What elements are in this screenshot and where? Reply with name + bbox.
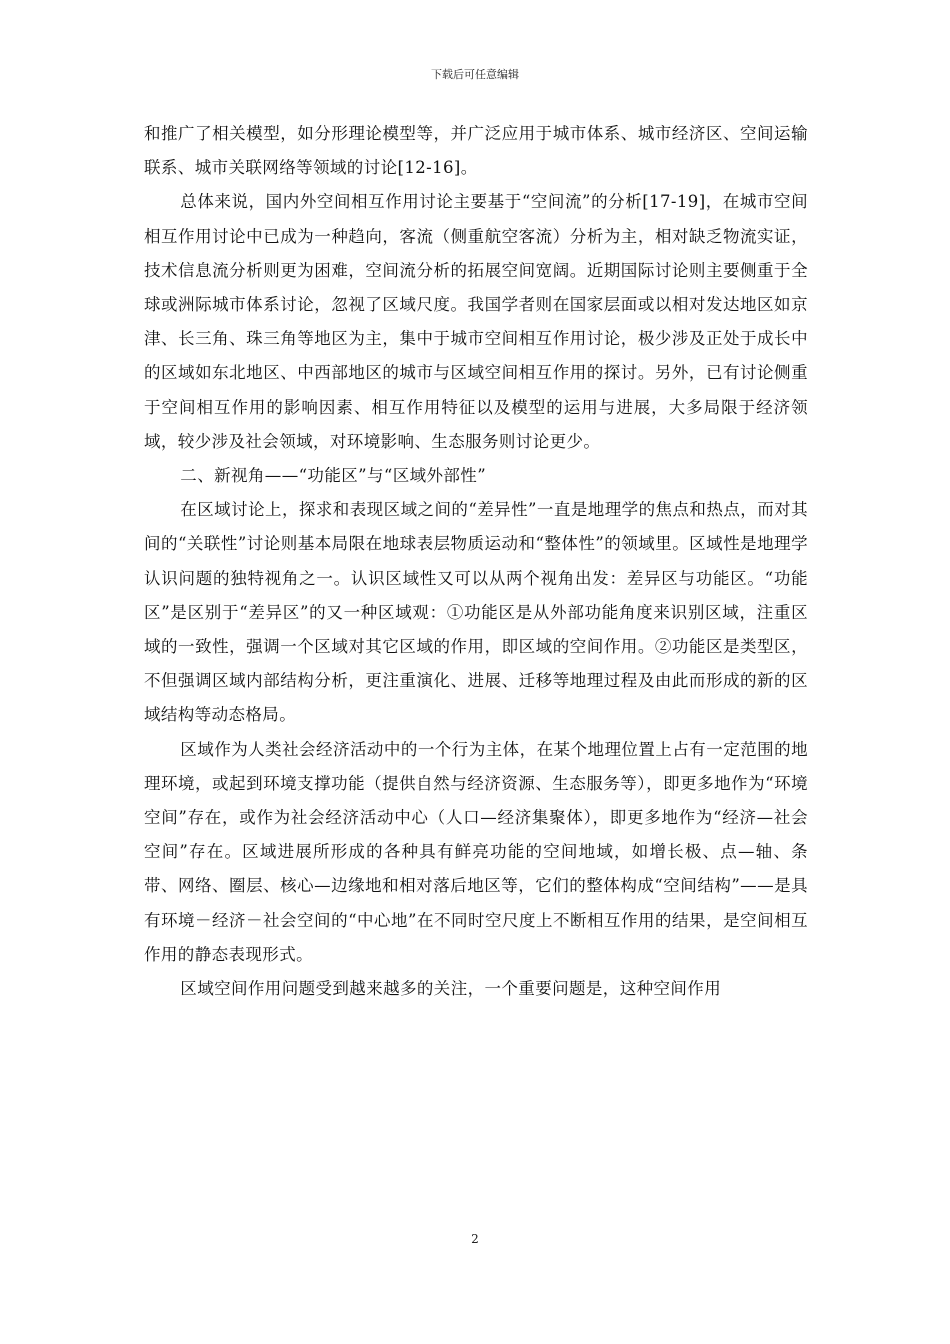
paragraph-region-as-actor: 区域作为人类社会经济活动中的一个行为主体，在某个地理位置上占有一定范围的地理环境，或起到环境支撑功能（提供自然与经济资源、生态服务等），即更多地作为“环境空间”存在，或作为社会经济活动中心（人口—经济集聚体），即更多地作为“经济—社会空间”存在。区域进展所形成的各种具有鲜亮功能的空间地域，如增长极、点—轴、条带、网络、圈层、核心—边缘地和相对落后地区等，它们的整体构成“空间结构”——是具有环境－经济－社会空间的“中心地”在不同时空尺度上不断相互作用的结果，是空间相互作用的静态表现形式。 [144,739,808,964]
paragraph-continuation: 和推广了相关模型，如分形理论模型等，并广泛应用于城市体系、城市经济区、空间运输联系、城市关联网络等领域的讨论[12-16]。 [144,124,808,178]
section-heading: 二、新视角——“功能区”与“区域外部性” [180,466,487,486]
paragraph-research-summary: 总体来说，国内外空间相互作用讨论主要基于“空间流”的分析[17-19]，在城市空间相互作用讨论中已成为一种趋向，客流（侧重航空客流）分析为主，相对缺乏物流实证，技术信息流分析则更为困难，空间流分析的拓展空间宽阔。近期国际讨论则主要侧重于全球或洲际城市体系讨论，忽视了区域尺度。我国学者则在国家层面或以相对发达地区如京津、长三角、珠三角等地区为主，集中于城市空间相互作用讨论，极少涉及正处于成长中的区域如东北地区、中西部地区的城市与区域空间相互作用的探讨。另外，已有讨论侧重于空间相互作用的影响因素、相互作用特征以及模型的运用与进展，大多局限于经济领域，较少涉及社会领域，对环境影响、生态服务则讨论更少。 [144,192,808,451]
page-header: 下载后可任意编辑 [431,68,519,81]
page-number: 2 [471,1232,479,1246]
paragraph-spatial-interaction: 区域空间作用问题受到越来越多的关注，一个重要问题是，这种空间作用 [180,979,722,999]
document-body [144,117,808,1006]
paragraph-functional-region: 在区域讨论上，探求和表现区域之间的“差异性”一直是地理学的焦点和热点，而对其间的“关联性”讨论则基本局限在地球表层物质运动和“整体性”的领域里。区域性是地理学认识问题的独特视角之一。认识区域性又可以从两个视角出发：差异区与功能区。“功能区”是区别于“差异区”的又一种区域观：①功能区是从外部功能角度来识别区域，注重区域的一致性，强调一个区域对其它区域的作用，即区域的空间作用。②功能区是类型区，不但强调区域内部结构分析，更注重演化、进展、迁移等地理过程及由此而形成的新的区域结构等动态格局。 [144,500,808,725]
